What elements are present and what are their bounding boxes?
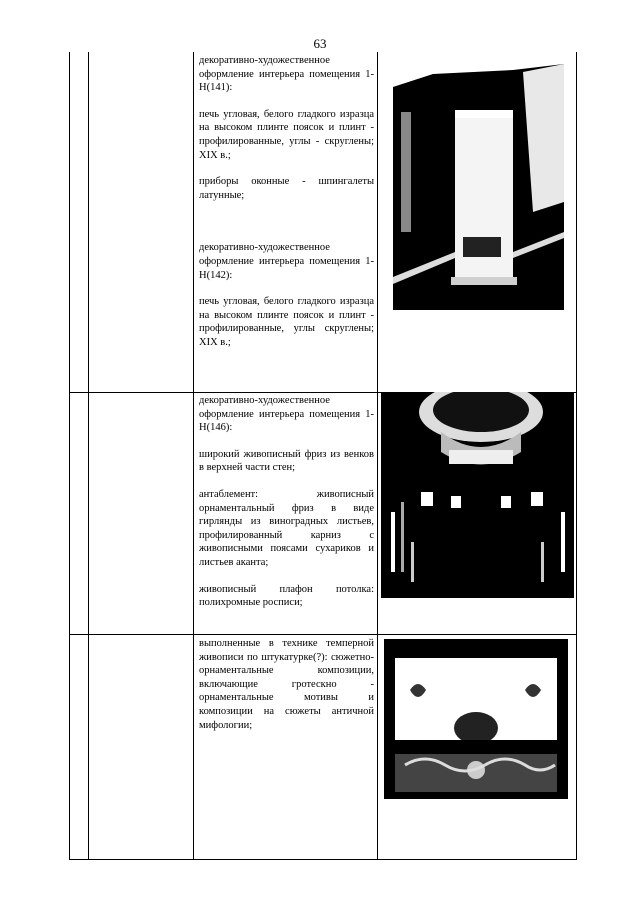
row-1-spacer bbox=[199, 215, 374, 228]
row-2-paragraph: декоративно-художественное оформление интерьера помещения 1-Н(146): bbox=[199, 395, 374, 434]
row-1-description bbox=[199, 54, 374, 363]
row-2-description bbox=[199, 394, 374, 623]
row-1-paragraph: декоративно-художественное оформление интерьера помещения 1-Н(142): bbox=[199, 242, 374, 281]
row-2-paragraph: антаблемент: живописный орнаментальный фриз в виде гирлянды из виноградных листьев, профилированный карниз с живописными поясами сухариков и листьев аканта; bbox=[199, 488, 374, 568]
row-1-paragraph: приборы оконные - шпингалеты латунные; bbox=[199, 176, 374, 201]
row-2-paragraph: широкий живописный фриз из венков в верхней части стен; bbox=[199, 448, 374, 474]
row-1-paragraph: декоративно-художественное оформление интерьера помещения 1-Н(141): bbox=[199, 55, 374, 94]
row-1-paragraph: печь угловая, белого гладкого изразца на высоком плинте поясок и плинт - профилированные, углы - скруглены; XIX в.; bbox=[199, 108, 374, 161]
row-3-description bbox=[199, 637, 374, 745]
page-number: 63 bbox=[313, 36, 327, 51]
row-1-paragraph: печь угловая, белого гладкого изразца на высоком плинте поясок и плинт - профилированные, углы скруглены; XIX в.; bbox=[199, 296, 374, 348]
row-3-paragraph: выполненные в технике темперной живописи по штукатурке(?): сюжетно-орнаментальные композиции, включающие гротескно - орнаментальные мотивы и композиции на сюжеты античной мифологии; bbox=[199, 638, 374, 731]
painted-ceiling-photo bbox=[381, 392, 574, 598]
heritage-table bbox=[69, 52, 577, 860]
ornamental-frieze-photo bbox=[384, 639, 568, 799]
corner-stove-photo bbox=[393, 52, 564, 310]
row-2-paragraph: живописный плафон потолка: полихромные росписи; bbox=[199, 583, 374, 609]
